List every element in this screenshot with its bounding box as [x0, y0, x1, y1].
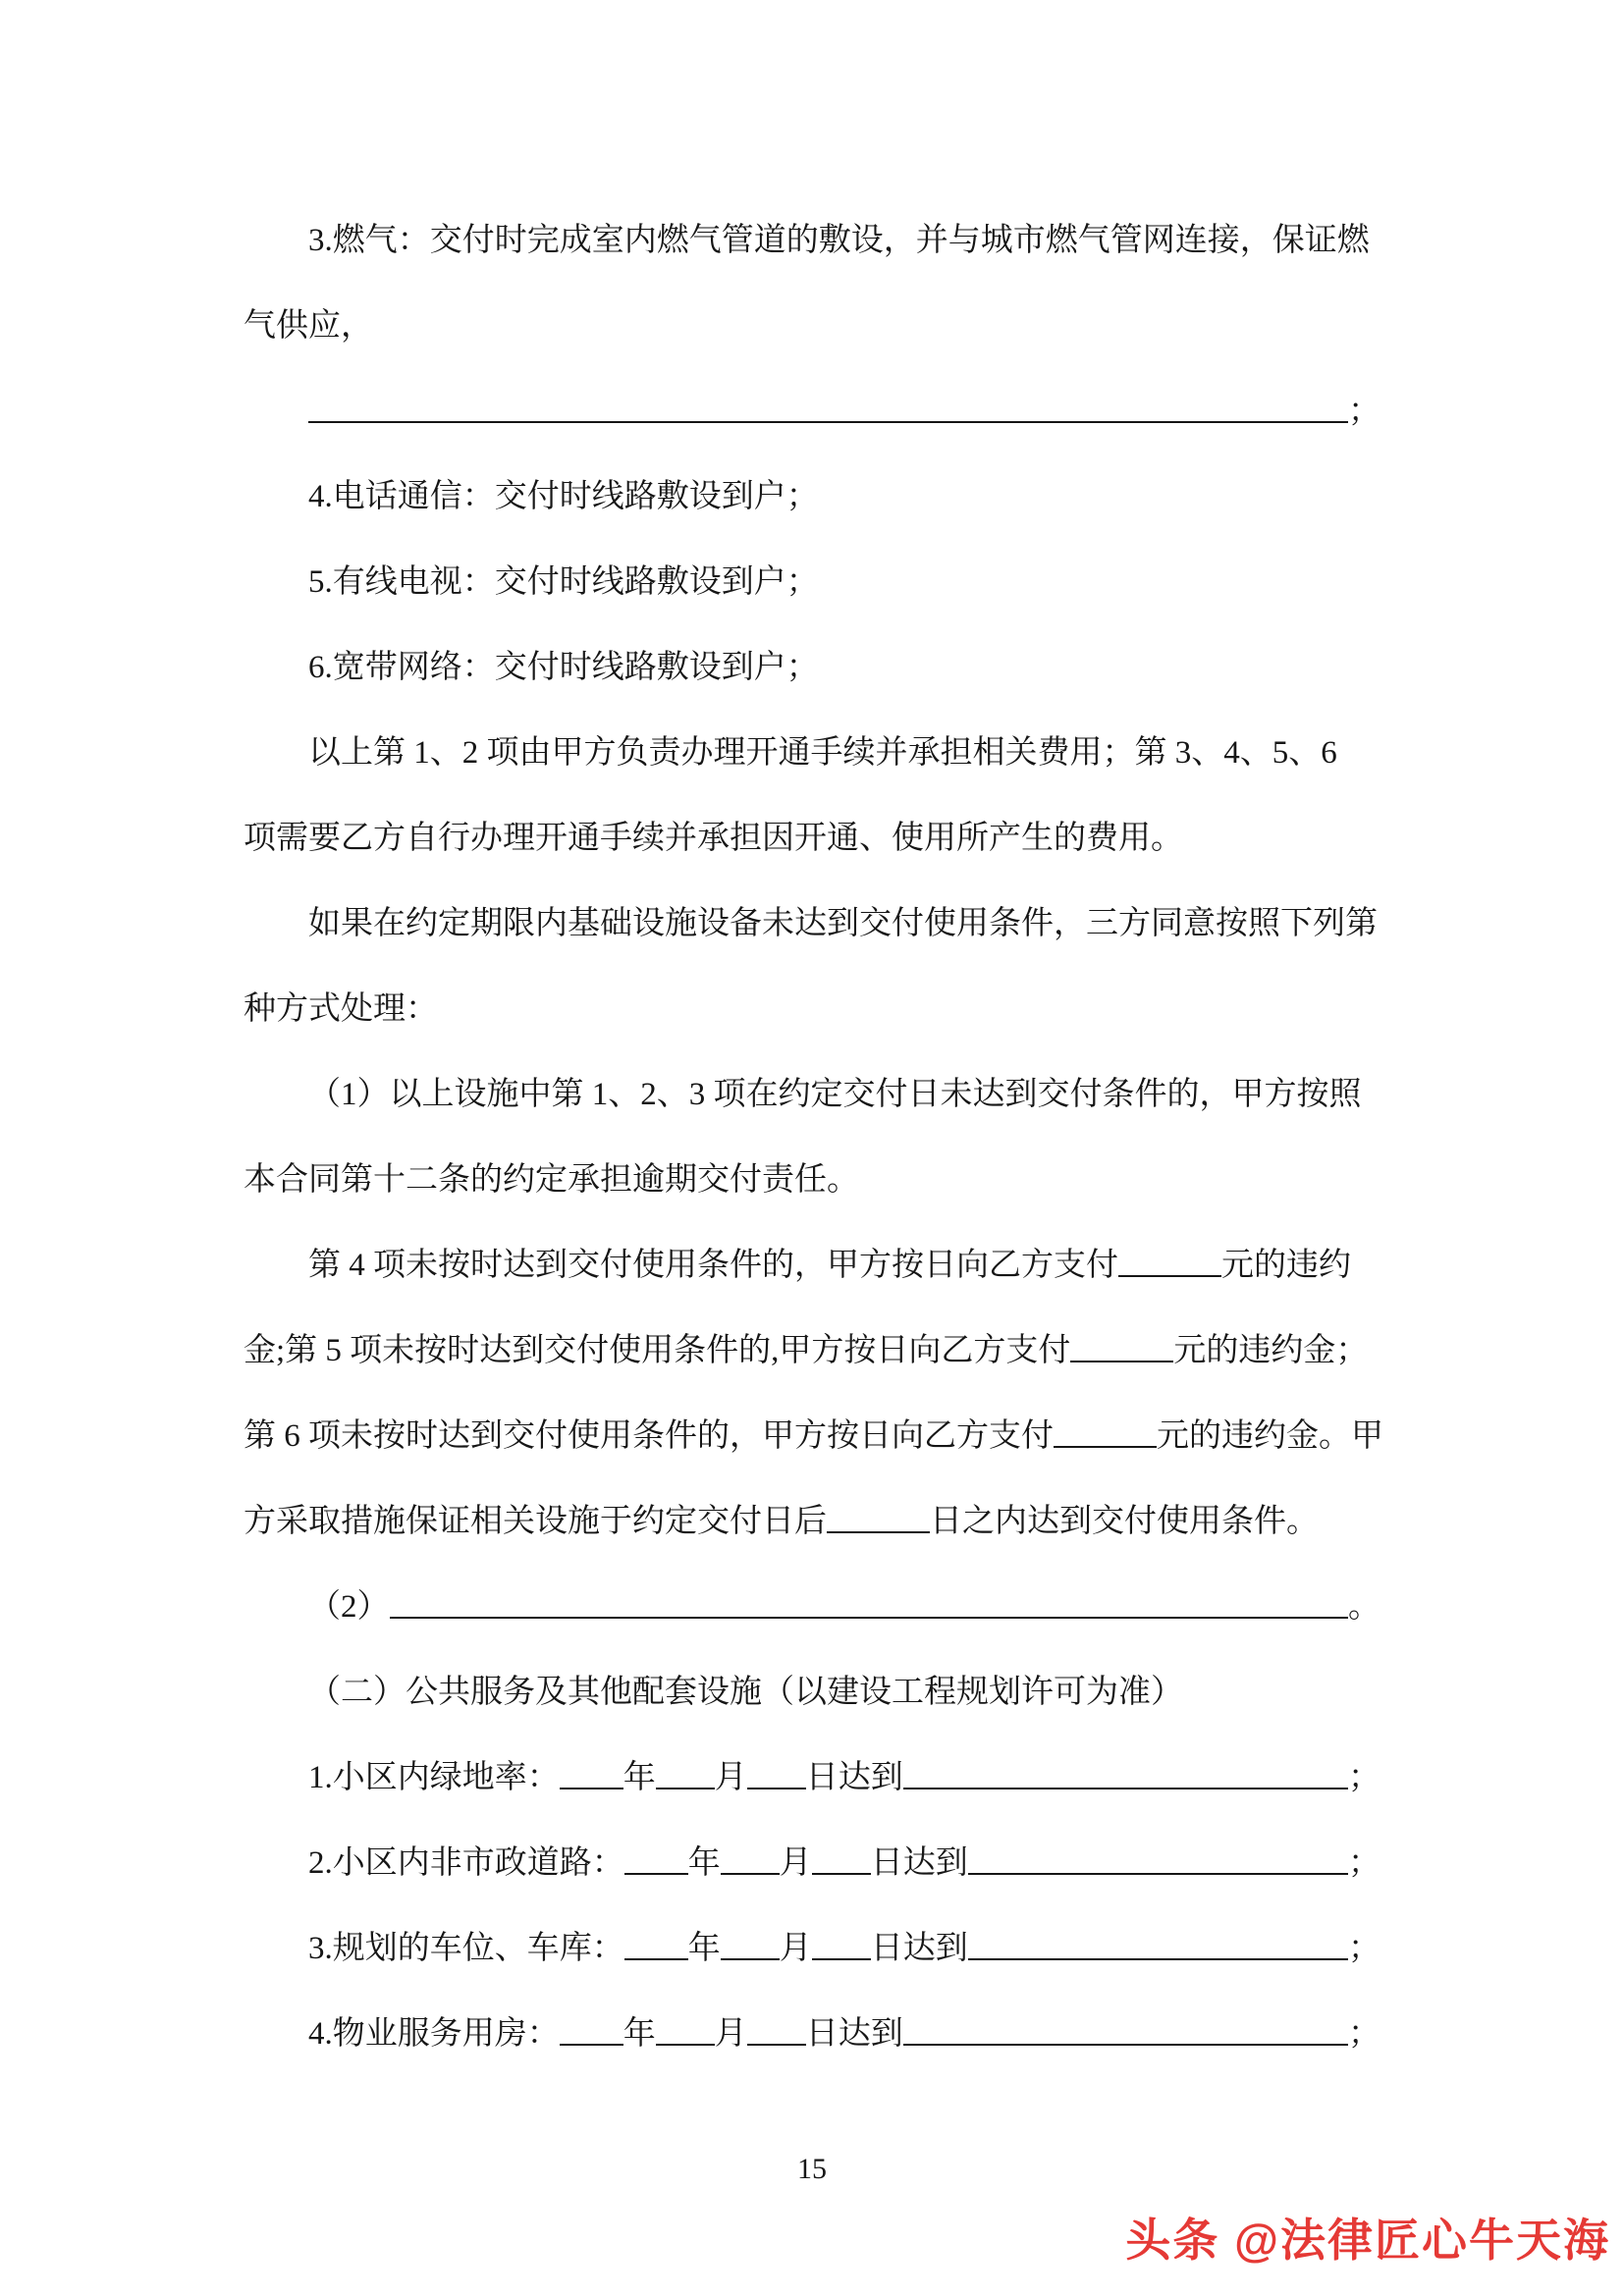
document-line: [244, 1394, 1383, 1479]
text-run: 方采取措施保证相关设施于约定交付日后: [244, 1504, 827, 1539]
fill-in-blank: [1054, 1441, 1157, 1448]
text-run: ；: [1348, 1760, 1380, 1795]
document-line: [244, 1992, 1380, 2077]
text-run: （2）: [308, 1589, 390, 1625]
text-run: 年: [623, 2016, 656, 2052]
text-run: 年: [687, 1931, 721, 1966]
fill-in-blank: [656, 2039, 715, 2046]
fill-in-blank: [812, 1953, 871, 1960]
fill-in-blank: [560, 2039, 623, 2046]
text-run: 元的违约金；: [1173, 1333, 1369, 1368]
fill-in-blank: [903, 1783, 1348, 1789]
fill-in-blank: [903, 2039, 1348, 2046]
fill-in-blank: [827, 1526, 930, 1533]
text-run: （1）以上设施中第 1、2、3 项在约定交付日未达到交付条件的，甲方按照: [308, 1077, 1362, 1112]
text-run: ；: [1348, 394, 1380, 429]
text-run: 5.有线电视：交付时线路敷设到户；: [308, 564, 819, 600]
text-run: 月: [779, 1931, 812, 1966]
text-run: 第 4 项未按时达到交付使用条件的，甲方按日向乙方支付: [308, 1248, 1118, 1283]
document-line: [244, 967, 1380, 1052]
fill-in-blank: [747, 1783, 806, 1789]
text-run: 本合同第十二条的约定承担逾期交付责任。: [244, 1162, 859, 1198]
document-line: [244, 1650, 1380, 1735]
document-line: [244, 625, 1380, 711]
document-line: [244, 198, 1380, 284]
document-line: [244, 1565, 1380, 1650]
text-run: ；: [1348, 1845, 1380, 1881]
document-line: [244, 796, 1380, 881]
text-run: 月: [714, 2016, 747, 2052]
fill-in-blank: [968, 1953, 1348, 1960]
document-content: [244, 198, 1383, 2077]
fill-in-blank: [747, 2039, 806, 2046]
text-run: 元的违约金。甲: [1157, 1418, 1383, 1454]
text-run: 气供应，: [244, 308, 373, 344]
text-run: 日之内达到交付使用条件。: [930, 1504, 1319, 1539]
text-run: 以上第 1、2 项由甲方负责办理开通手续并承担相关费用；第 3、4、5、6: [308, 735, 1337, 771]
fill-in-blank: [1118, 1270, 1221, 1277]
text-run: 3.燃气：交付时完成室内燃气管道的敷设，并与城市燃气管网连接，保证燃: [308, 223, 1370, 258]
text-run: 2.小区内非市政道路：: [308, 1845, 624, 1881]
text-run: 年: [623, 1760, 656, 1795]
text-run: 日达到: [805, 2016, 903, 2052]
fill-in-blank: [308, 416, 1348, 423]
fill-in-blank: [968, 1868, 1348, 1875]
text-run: 月: [779, 1845, 812, 1881]
fill-in-blank: [624, 1868, 688, 1875]
text-run: 项需要乙方自行办理开通手续并承担因开通、使用所产生的费用。: [244, 821, 1183, 856]
fill-in-blank: [721, 1953, 780, 1960]
text-run: ；: [1348, 2016, 1380, 2052]
text-run: 金;第 5 项未按时达到交付使用条件的,甲方按日向乙方支付: [244, 1333, 1071, 1368]
text-run: 种方式处理：: [244, 991, 438, 1027]
fill-in-blank: [1070, 1356, 1173, 1362]
fill-in-blank: [812, 1868, 871, 1875]
text-run: 3.规划的车位、车库：: [308, 1931, 624, 1966]
text-run: （二）公共服务及其他配套设施（以建设工程规划许可为准）: [308, 1675, 1183, 1710]
document-line: [244, 1479, 1380, 1565]
text-run: 如果在约定期限内基础设施设备未达到交付使用条件，三方同意按照下列第: [308, 906, 1378, 941]
document-line: [244, 711, 1380, 796]
text-run: 元的违约: [1221, 1248, 1351, 1283]
fill-in-blank: [721, 1868, 780, 1875]
document-line: [244, 1906, 1380, 1992]
text-run: 年: [687, 1845, 721, 1881]
fill-in-blank: [560, 1783, 623, 1789]
document-line: [244, 540, 1380, 625]
toutiao-watermark: 头条 @法律匠心牛天海: [1125, 2215, 1610, 2266]
text-run: 1.小区内绿地率：: [308, 1760, 560, 1795]
text-run: 日达到: [805, 1760, 903, 1795]
text-run: 第 6 项未按时达到交付使用条件的，甲方按日向乙方支付: [244, 1418, 1054, 1454]
text-run: 日达到: [870, 1845, 968, 1881]
document-line: [244, 1821, 1380, 1906]
document-line: [244, 1223, 1380, 1308]
fill-in-blank: [624, 1953, 688, 1960]
document-line: [244, 1052, 1380, 1138]
text-run: 。: [1348, 1589, 1380, 1625]
fill-in-blank: [656, 1783, 715, 1789]
text-run: 6.宽带网络：交付时线路敷设到户；: [308, 650, 819, 685]
fill-in-blank: [390, 1612, 1349, 1619]
text-run: 4.物业服务用房：: [308, 2016, 560, 2052]
document-line: [244, 454, 1380, 540]
text-run: ；: [1348, 1931, 1380, 1966]
text-run: 月: [714, 1760, 747, 1795]
document-line: [244, 284, 1380, 369]
text-run: 4.电话通信：交付时线路敷设到户；: [308, 479, 819, 514]
document-line: [244, 881, 1380, 967]
document-line: [244, 369, 1380, 454]
document-line: [244, 1308, 1380, 1394]
document-line: [244, 1138, 1380, 1223]
text-run: 日达到: [870, 1931, 968, 1966]
document-line: [244, 1735, 1380, 1821]
page-number: 15: [797, 2153, 827, 2185]
